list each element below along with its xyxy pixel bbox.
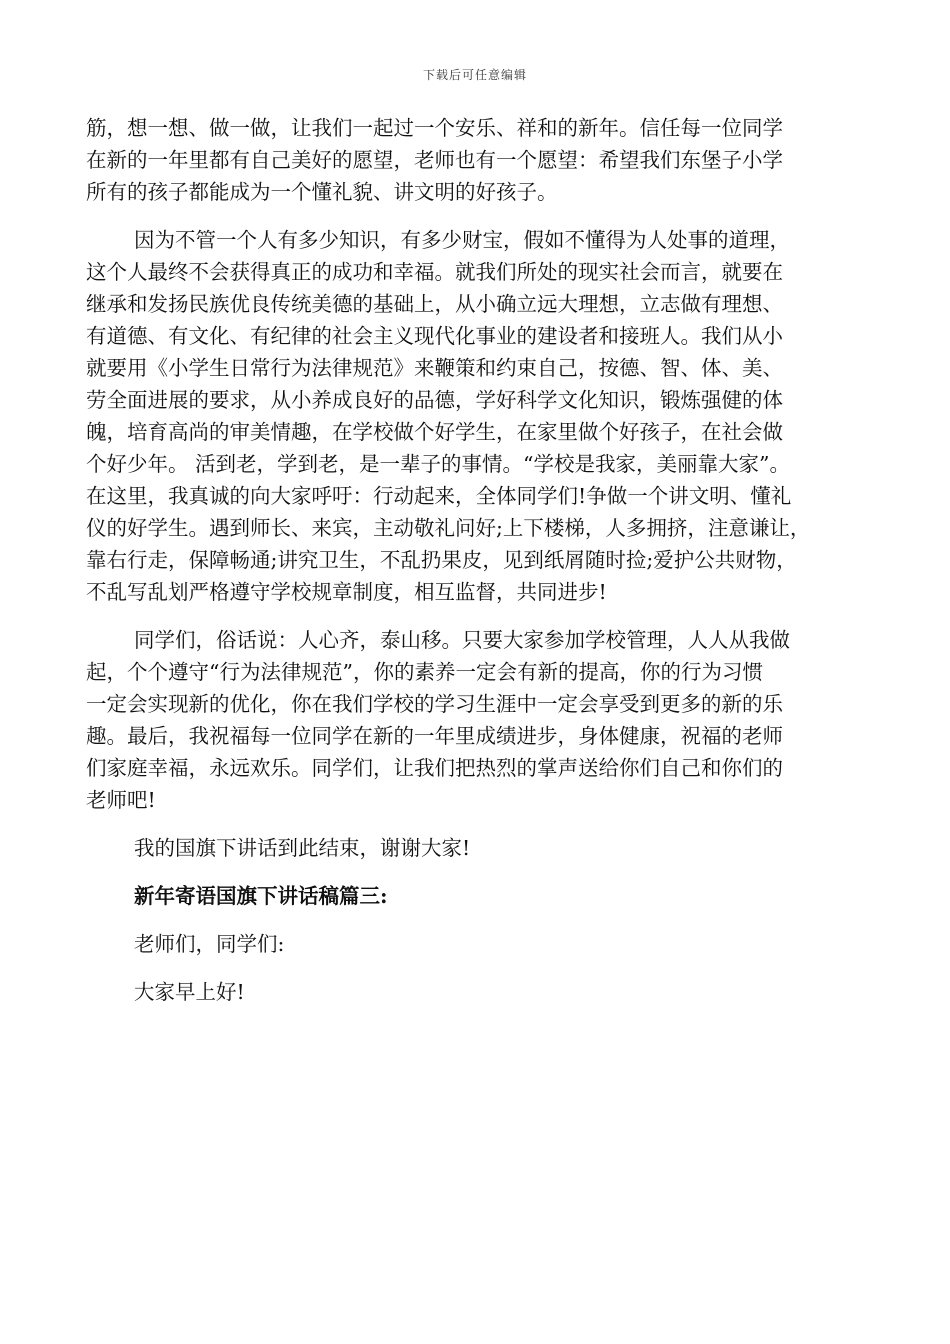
text-line: 继承和发扬民族优良传统美德的基础上，从小确立远大理想，立志做有理想、 (86, 292, 783, 316)
text-line: 魄，培育高尚的审美情趣，在学校做个好学生，在家里做个好孩子，在社会做 (86, 420, 783, 444)
paragraph-salutation (86, 928, 866, 960)
paragraph-1 (86, 112, 866, 208)
text-line: 老师吧! (86, 788, 156, 812)
paragraph-2 (86, 224, 866, 608)
document-body (86, 112, 866, 1008)
text-line: 因为不管一个人有多少知识，有多少财宝，假如不懂得为人处事的道理， (134, 228, 790, 252)
text-line: 有道德、有文化、有纪律的社会主义现代化事业的建设者和接班人。我们从小 (86, 324, 783, 348)
text-line: 我的国旗下讲话到此结束，谢谢大家! (134, 836, 471, 860)
text-line: 同学们，俗话说：人心齐，泰山移。只要大家参加学校管理，人人从我做 (134, 628, 790, 652)
text-line: 仪的好学生。遇到师长、来宾，主动敬礼问好;上下楼梯，人多拥挤，注意谦让， (86, 516, 811, 540)
section-heading (86, 880, 866, 912)
text-line: 一定会实现新的优化，你在我们学校的学习生涯中一定会享受到更多的新的乐 (86, 692, 783, 716)
text-line: 劳全面进展的要求，从小养成良好的品德，学好科学文化知识，锻炼强健的体 (86, 388, 783, 412)
paragraph-3 (86, 624, 866, 816)
paragraph-closing (86, 832, 866, 864)
text-line: 们家庭幸福，永远欢乐。同学们，让我们把热烈的掌声送给你们自己和你们的 (86, 756, 783, 780)
text-line: 不乱写乱划严格遵守学校规章制度，相互监督，共同进步! (86, 580, 607, 604)
text-line: 所有的孩子都能成为一个懂礼貌、讲文明的好孩子。 (86, 180, 558, 204)
text-line: 趣。最后，我祝福每一位同学在新的一年里成绩进步，身体健康，祝福的老师 (86, 724, 783, 748)
text-line: 在新的一年里都有自己美好的愿望，老师也有一个愿望：希望我们东堡子小学 (86, 148, 783, 172)
text-line: 大家早上好! (134, 980, 245, 1004)
text-line: 筋，想一想、做一做，让我们一起过一个安乐、祥和的新年。信任每一位同学 (86, 116, 783, 140)
page-header-note: 下载后可任意编辑 (422, 68, 527, 82)
paragraph-greeting (86, 976, 866, 1008)
text-line: 靠右行走，保障畅通;讲究卫生，不乱扔果皮，见到纸屑随时捡;爱护公共财物， (86, 548, 797, 572)
text-line: 这个人最终不会获得真正的成功和幸福。就我们所处的现实社会而言，就要在 (86, 260, 783, 284)
text-line: 就要用《小学生日常行为法律规范》来鞭策和约束自己，按德、智、体、美、 (86, 356, 783, 380)
text-line: 老师们，同学们: (134, 932, 285, 956)
text-line: 在这里，我真诚的向大家呼吁：行动起来，全体同学们!争做一个讲文明、懂礼 (86, 484, 792, 508)
section-title: 新年寄语国旗下讲话稿篇三: (134, 884, 388, 908)
text-line: 起，个个遵守“行为法律规范”，你的素养一定会有新的提高，你的行为习惯 (86, 660, 763, 684)
text-line: 个好少年。 活到老，学到老，是一辈子的事情。“学校是我家，美丽靠大家”。 (86, 452, 790, 476)
